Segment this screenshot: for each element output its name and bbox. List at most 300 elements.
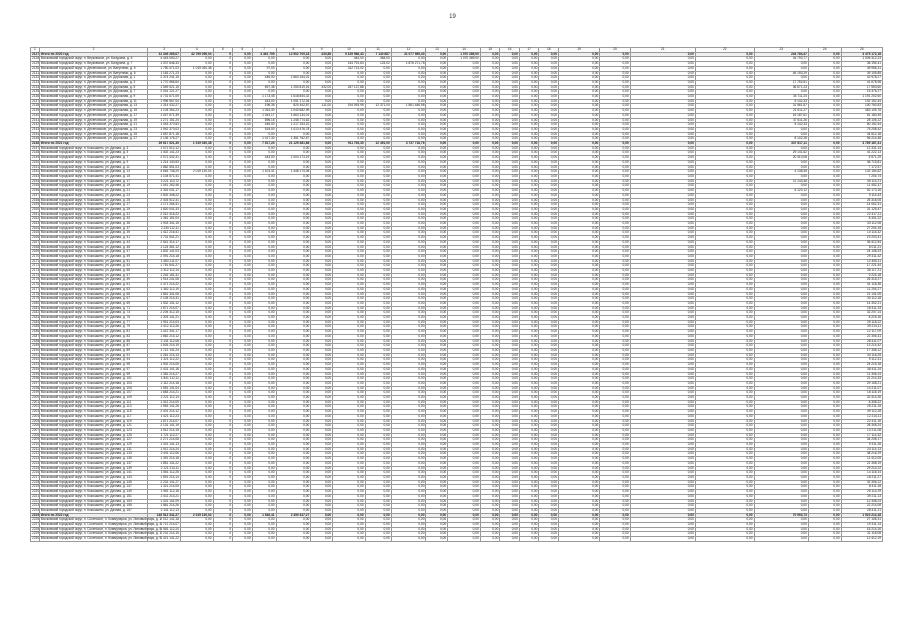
table-cell: 0,00 — [519, 217, 539, 222]
table-cell: 0,00 — [695, 278, 754, 283]
table-cell: 0,00 — [233, 377, 253, 382]
table-cell: 257 137,88 — [333, 85, 366, 90]
table-cell: 0,00 — [600, 438, 630, 443]
table-cell: 0,00 — [559, 292, 600, 297]
table-cell: 0,00 — [391, 513, 426, 518]
table-cell: 0,00 — [754, 457, 808, 462]
row-address: Московский городской округ, п. Кокошкино, ул. Дачная, д. 43 — [39, 240, 148, 245]
table-cell: 0,00 — [754, 273, 808, 278]
table-cell: 0,00 — [252, 363, 276, 368]
table-cell: 0,00 — [519, 222, 539, 227]
table-cell: 0,00 — [276, 66, 311, 71]
table-cell: 0,00 — [539, 532, 559, 537]
table-cell: 0,00 — [333, 405, 366, 410]
table-cell: 0,00 — [276, 189, 311, 194]
table-cell: 0 — [213, 301, 233, 306]
table-cell: 0,00 — [391, 419, 426, 424]
table-cell: 0,00 — [539, 471, 559, 476]
table-cell: 0,00 — [391, 212, 426, 217]
table-cell: 2 231 141,27 — [148, 480, 181, 485]
table-cell: 0,00 — [333, 273, 366, 278]
table-cell: 0,00 — [276, 212, 311, 217]
table-cell: 0,00 — [754, 330, 808, 335]
table-cell: 0,00 — [808, 231, 841, 236]
table-cell: 0,00 — [448, 443, 481, 448]
table-cell: 0,00 — [808, 254, 841, 259]
table-cell: 0,00 — [180, 226, 213, 231]
table-cell: 0,00 — [276, 278, 311, 283]
table-cell: 0,00 — [276, 57, 311, 62]
table-cell: 0,00 — [754, 320, 808, 325]
table-cell: 0,00 — [365, 504, 391, 509]
table-cell: 0,00 — [365, 306, 391, 311]
table-cell: 0,00 — [426, 254, 448, 259]
row-address: Московский городской округ, п. Кокошкино, ул. Дачная, д. 25 — [39, 198, 148, 203]
table-cell: 0,00 — [539, 287, 559, 292]
table-cell: 0,00 — [695, 518, 754, 523]
table-cell: 0,00 — [448, 306, 481, 311]
table-cell: 0,00 — [333, 226, 366, 231]
table-cell: 0,00 — [448, 132, 481, 137]
table-cell: 312 713,02 — [333, 66, 366, 71]
table-cell: 0,00 — [519, 344, 539, 349]
table-cell: 0,00 — [559, 76, 600, 81]
table-cell: 12 491,00 — [365, 142, 391, 147]
table-cell: 1 017,30 — [252, 137, 276, 142]
table-cell: 0,00 — [630, 391, 695, 396]
table-cell: 446,00 — [252, 76, 276, 81]
table-cell: 0,00 — [539, 99, 559, 104]
table-cell: 0 — [213, 57, 233, 62]
table-cell: 0,00 — [276, 179, 311, 184]
table-cell: 0,00 — [426, 344, 448, 349]
table-cell: 0,00 — [365, 349, 391, 354]
table-cell: 34 512,18 — [841, 132, 883, 137]
table-cell: 0,00 — [630, 198, 695, 203]
row-address: Московский городской округ, п. Кокошкино, ул. Дачная, д. 131 — [39, 447, 148, 452]
table-cell: 0,00 — [539, 264, 559, 269]
table-cell: 0,00 — [233, 339, 253, 344]
table-cell: 0,00 — [448, 414, 481, 419]
table-cell: 22 417,11 — [841, 212, 883, 217]
table-cell: 0,00 — [365, 189, 391, 194]
table-cell: 0,00 — [754, 377, 808, 382]
table-cell: 0 — [213, 123, 233, 128]
table-cell: 0,00 — [754, 518, 808, 523]
table-cell: 28 105,22 — [841, 118, 883, 123]
table-cell: 0,00 — [630, 90, 695, 95]
table-cell: 0,00 — [519, 527, 539, 532]
table-cell: 0,00 — [448, 396, 481, 401]
table-cell: 0,00 — [630, 85, 695, 90]
table-cell: 0,00 — [630, 297, 695, 302]
table-cell: 0,00 — [600, 269, 630, 274]
table-cell: 0,00 — [276, 184, 311, 189]
table-cell: 0,00 — [500, 236, 520, 241]
table-cell: 0,00 — [252, 151, 276, 156]
table-cell: 0,00 — [233, 287, 253, 292]
table-cell: 0,00 — [252, 193, 276, 198]
table-cell: 0,00 — [448, 127, 481, 132]
table-cell: 0 — [213, 245, 233, 250]
table-cell: 0,00 — [252, 400, 276, 405]
table-cell: 111,00 — [311, 104, 333, 109]
table-cell: 444,00 — [333, 57, 366, 62]
table-cell: 0,00 — [448, 363, 481, 368]
row-number: 2165 — [32, 230, 40, 235]
table-cell: 0,00 — [559, 71, 600, 76]
table-cell: 0,00 — [426, 386, 448, 391]
table-cell: 0,00 — [391, 132, 426, 137]
table-cell: 0,00 — [519, 433, 539, 438]
table-cell: 0,00 — [365, 461, 391, 466]
row-address: Московский городской округ, п. Кокошкино, ул. Дачная, д. 97 — [39, 367, 148, 372]
table-cell: 0,00 — [539, 259, 559, 264]
row-number: 2215 — [32, 465, 40, 470]
table-cell: 0,00 — [391, 207, 426, 212]
table-cell: 0,00 — [365, 339, 391, 344]
table-cell: 0,00 — [600, 113, 630, 118]
table-cell: 0,00 — [333, 396, 366, 401]
table-cell: 0,00 — [311, 212, 333, 217]
table-cell: 80 152,44 — [841, 123, 883, 128]
table-cell: 0,00 — [519, 339, 539, 344]
table-cell: 0,00 — [559, 132, 600, 137]
table-cell: 0,00 — [311, 95, 333, 100]
page-number: 19 — [449, 14, 456, 20]
table-cell: 0,00 — [695, 410, 754, 415]
table-cell: 0,00 — [426, 518, 448, 523]
row-address: Московский городской округ, п. Кокошкино, ул. Дачная, д. 157 — [39, 508, 148, 513]
row-address: Московский городской округ, п. Кокошкино, ул. Дачная, д. 37 — [39, 226, 148, 231]
table-cell: 0,00 — [808, 151, 841, 156]
table-cell: 0,00 — [500, 184, 520, 189]
table-cell: 0,00 — [808, 179, 841, 184]
table-cell: 0,00 — [276, 165, 311, 170]
table-cell: 0,00 — [180, 193, 213, 198]
table-cell: 0,00 — [559, 518, 600, 523]
column-header: 20 — [600, 48, 630, 53]
table-cell: 0,00 — [630, 118, 695, 123]
table-cell: 0,00 — [559, 504, 600, 509]
table-cell: 0,00 — [480, 71, 500, 76]
table-cell: 4 461 709 — [252, 52, 276, 57]
table-cell: 0,00 — [808, 306, 841, 311]
table-cell: 0,00 — [365, 311, 391, 316]
table-cell: 0,00 — [391, 226, 426, 231]
table-cell: 0,00 — [180, 358, 213, 363]
row-number: 2211 — [32, 446, 39, 451]
table-cell: 0,00 — [233, 381, 253, 386]
table-cell: 0,00 — [426, 137, 448, 142]
table-cell: 0,00 — [600, 471, 630, 476]
table-cell: 0,00 — [448, 490, 481, 495]
table-cell: 0,00 — [233, 537, 253, 542]
table-cell: 1 691 214,14 — [148, 475, 181, 480]
table-cell: 0,00 — [500, 90, 520, 95]
table-cell: 0,00 — [754, 76, 808, 81]
table-cell: 0,00 — [311, 306, 333, 311]
table-cell: 0,00 — [276, 433, 311, 438]
table-cell: 0,00 — [311, 292, 333, 297]
table-cell: 21 141,05 — [841, 292, 883, 297]
table-cell: 0,00 — [695, 353, 754, 358]
table-cell: 0,00 — [559, 212, 600, 217]
table-cell: 0,00 — [276, 264, 311, 269]
table-cell: 0,00 — [754, 316, 808, 321]
table-cell: 0,00 — [559, 259, 600, 264]
table-cell: 0,00 — [519, 297, 539, 302]
table-cell: 0,00 — [559, 386, 600, 391]
table-cell: 0,00 — [252, 259, 276, 264]
table-cell: 0,00 — [600, 278, 630, 283]
table-cell: 0 — [213, 339, 233, 344]
table-cell: 0,00 — [500, 269, 520, 274]
table-cell: 0,00 — [448, 137, 481, 142]
table-cell: 0,00 — [500, 475, 520, 480]
table-cell: 0,00 — [276, 198, 311, 203]
table-cell: 0,00 — [600, 95, 630, 100]
row-number: 2222 — [32, 498, 40, 503]
table-cell: 0 — [213, 52, 233, 57]
table-cell: 0,00 — [276, 353, 311, 358]
table-cell: 0,00 — [448, 292, 481, 297]
row-address: Московский городской округ, п. Кокошкино, ул. Дачная, д. 71 — [39, 306, 148, 311]
table-cell: 0,00 — [500, 344, 520, 349]
table-cell: 0,00 — [630, 381, 695, 386]
table-cell: 0,00 — [311, 90, 333, 95]
table-cell: 9 112,31 — [841, 358, 883, 363]
table-cell: 0,00 — [391, 339, 426, 344]
table-cell: 0,00 — [559, 174, 600, 179]
table-cell: 42 799 050,04 — [180, 52, 213, 57]
table-cell: 0,00 — [448, 226, 481, 231]
table-cell: 0,00 — [365, 372, 391, 377]
table-cell: 12 412,19 — [841, 537, 883, 542]
table-cell: 0,00 — [480, 330, 500, 335]
table-cell: 32 306,12 — [841, 480, 883, 485]
row-address: Московский городской округ, п. Десеновское, ул. Ватутинки, д. 6 — [39, 71, 148, 76]
table-cell: 0,00 — [695, 264, 754, 269]
table-cell: 0 — [213, 109, 233, 114]
table-cell: 0,00 — [539, 104, 559, 109]
table-cell: 0,00 — [333, 123, 366, 128]
table-cell: 0,00 — [500, 240, 520, 245]
budget-table — [30, 47, 883, 542]
table-cell: 0,00 — [391, 156, 426, 161]
table-cell: 0,00 — [500, 273, 520, 278]
table-cell: 0,00 — [448, 170, 481, 175]
table-cell: 0,00 — [391, 123, 426, 128]
table-cell: 0,00 — [500, 123, 520, 128]
row-address: Московский городской округ, п. Кокошкино, ул. Дачная, д. 117 — [39, 414, 148, 419]
table-cell: 0,00 — [276, 297, 311, 302]
table-cell: 0,00 — [519, 358, 539, 363]
table-cell: 0,00 — [695, 52, 754, 57]
table-cell: 0,00 — [500, 504, 520, 509]
row-number: 2177 — [32, 286, 40, 291]
table-cell: 0,00 — [630, 466, 695, 471]
table-cell: 31 116,08 — [841, 532, 883, 537]
table-cell: 0,00 — [539, 174, 559, 179]
table-cell: 0,00 — [630, 311, 695, 316]
table-cell: 1 412 341,17 — [148, 330, 181, 335]
table-cell: 0,00 — [630, 461, 695, 466]
table-cell: 0,00 — [695, 109, 754, 114]
table-cell: 0,00 — [519, 174, 539, 179]
table-cell: 0,00 — [252, 90, 276, 95]
table-cell: 0,00 — [233, 113, 253, 118]
table-cell: 0,00 — [480, 240, 500, 245]
table-cell: 0,00 — [519, 400, 539, 405]
table-cell: 0,00 — [480, 283, 500, 288]
table-cell: 0,00 — [426, 485, 448, 490]
table-cell: 0,00 — [539, 513, 559, 518]
table-cell: 0,00 — [180, 471, 213, 476]
table-cell: 0,00 — [365, 95, 391, 100]
table-cell: 0,00 — [233, 367, 253, 372]
table-cell: 0,00 — [180, 118, 213, 123]
table-cell: 0,00 — [252, 330, 276, 335]
table-cell: 0,00 — [180, 179, 213, 184]
table-cell: 0,00 — [233, 353, 253, 358]
table-cell: 0,00 — [391, 301, 426, 306]
table-cell: 0,00 — [426, 57, 448, 62]
table-cell: 0,00 — [630, 499, 695, 504]
table-cell: 0,00 — [276, 523, 311, 528]
table-cell: 81 180,45 — [841, 113, 883, 118]
table-cell: 0,00 — [539, 499, 559, 504]
table-cell: 0,00 — [754, 410, 808, 415]
table-cell: 0,00 — [539, 339, 559, 344]
table-cell: 0,00 — [333, 301, 366, 306]
table-cell: 9 311,26 — [841, 443, 883, 448]
table-cell: 384,00 — [365, 57, 391, 62]
table-cell: 0,00 — [500, 499, 520, 504]
table-cell: 0,00 — [559, 113, 600, 118]
table-cell: 0,00 — [391, 57, 426, 62]
table-cell: 0,00 — [600, 527, 630, 532]
table-cell: 0 — [213, 207, 233, 212]
table-cell: 0,00 — [426, 52, 448, 57]
table-cell: 0,00 — [630, 494, 695, 499]
table-cell: 0,00 — [333, 334, 366, 339]
table-cell: 0,00 — [448, 461, 481, 466]
table-cell: 0,00 — [365, 66, 391, 71]
table-cell: 0,00 — [391, 245, 426, 250]
table-cell: 0,00 — [754, 466, 808, 471]
table-cell: 0,00 — [426, 499, 448, 504]
table-cell: 0,00 — [426, 391, 448, 396]
table-cell: 0 — [213, 367, 233, 372]
table-cell: 0,00 — [754, 226, 808, 231]
row-number: 2208 — [32, 432, 40, 437]
table-cell: 0,00 — [500, 57, 520, 62]
table-cell: 0,00 — [426, 320, 448, 325]
table-cell: 0,00 — [391, 240, 426, 245]
table-cell: 0,00 — [539, 132, 559, 137]
table-cell: 0,00 — [365, 99, 391, 104]
table-cell: 0,00 — [365, 245, 391, 250]
table-cell: 0,00 — [426, 236, 448, 241]
table-cell: 0,00 — [252, 212, 276, 217]
table-cell: 18 211,27 — [841, 475, 883, 480]
row-number: 2160 — [32, 206, 40, 211]
table-cell: 0,00 — [311, 156, 333, 161]
table-cell: 0,00 — [391, 264, 426, 269]
table-cell: 0,00 — [426, 165, 448, 170]
table-cell: 0,00 — [695, 471, 754, 476]
table-cell: 0,00 — [333, 76, 366, 81]
table-cell: 0,00 — [426, 90, 448, 95]
table-cell: 12 308,24 — [841, 499, 883, 504]
table-cell: 0,00 — [252, 405, 276, 410]
table-cell: 0,00 — [754, 447, 808, 452]
table-cell: 0,00 — [559, 461, 600, 466]
table-cell: 1 861 446,98 — [391, 104, 426, 109]
table-cell: 0,00 — [754, 508, 808, 513]
table-cell: 0,00 — [333, 523, 366, 528]
table-cell: 0,00 — [695, 137, 754, 142]
table-cell: 0,00 — [695, 123, 754, 128]
table-cell: 0,00 — [448, 344, 481, 349]
table-cell: 0,00 — [519, 236, 539, 241]
table-cell: 1 421 141,22 — [148, 537, 181, 542]
table-cell: 34 711,24 — [754, 95, 808, 100]
table-cell: 0,00 — [519, 226, 539, 231]
table-cell: 0,00 — [426, 443, 448, 448]
table-cell: 0 — [213, 151, 233, 156]
table-cell: 52 173,16 — [841, 189, 883, 194]
table-cell: 12 214,11 — [841, 414, 883, 419]
row-number: 2149 — [32, 155, 40, 160]
table-cell: 0,00 — [539, 62, 559, 67]
table-cell: 0,00 — [519, 381, 539, 386]
table-cell: 0,00 — [539, 400, 559, 405]
table-cell: 0,00 — [480, 508, 500, 513]
table-cell: 0 — [213, 405, 233, 410]
table-cell: 0,00 — [695, 189, 754, 194]
table-cell: 0,00 — [559, 396, 600, 401]
table-cell: 0 — [213, 532, 233, 537]
table-cell: 0,00 — [480, 353, 500, 358]
table-cell: 0,00 — [233, 311, 253, 316]
table-cell: 0,00 — [480, 480, 500, 485]
table-cell: 0,00 — [311, 297, 333, 302]
table-cell: 0,00 — [233, 466, 253, 471]
table-cell: 2 141 112,08 — [148, 339, 181, 344]
table-cell: 0,00 — [233, 151, 253, 156]
table-cell: 0,00 — [539, 118, 559, 123]
table-cell: 0,00 — [754, 259, 808, 264]
table-cell: 1 546,41 — [252, 513, 276, 518]
table-cell: 0,00 — [180, 292, 213, 297]
table-cell: 0,00 — [754, 127, 808, 132]
table-cell: 0,00 — [695, 207, 754, 212]
table-cell: 2 431 141,16 — [148, 367, 181, 372]
table-cell: 0,00 — [500, 419, 520, 424]
table-cell: 0,00 — [448, 85, 481, 90]
table-cell: 0,00 — [365, 443, 391, 448]
table-cell: 0,00 — [233, 118, 253, 123]
table-cell: 0,00 — [252, 165, 276, 170]
table-cell: 0,00 — [233, 363, 253, 368]
table-cell: 0,00 — [252, 226, 276, 231]
table-cell: 2 441 112,06 — [148, 452, 181, 457]
table-cell: 0,00 — [426, 433, 448, 438]
table-cell: 0,00 — [600, 344, 630, 349]
table-cell: 0,00 — [808, 278, 841, 283]
